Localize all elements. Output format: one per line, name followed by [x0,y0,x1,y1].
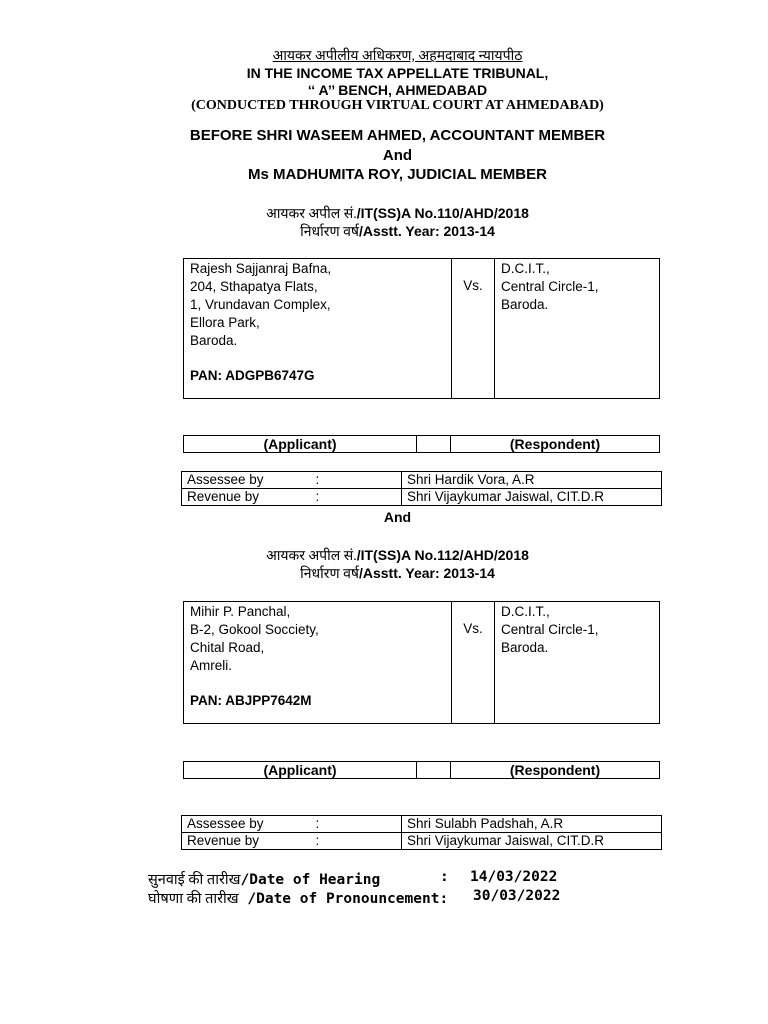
conducted-note: (CONDUCTED THROUGH VIRTUAL COURT AT AHMEDABAD) [191,98,604,113]
case1-appeal-number [0,204,768,223]
case2-assessment-year [0,564,768,583]
case2-pan: PAN: ABJPP7642M [190,693,312,708]
case1-revenue-label: Revenue by [187,489,260,504]
members-and: And [382,147,413,164]
hearing-date-line [148,869,708,889]
case2-applicant-label: (Applicant) [184,762,417,779]
case2-revenue-rep: Shri Vijaykumar Jaiswal, CIT.D.R [402,833,662,850]
case2-year-hindi: निर्धारण वर्ष [300,567,359,582]
pronouncement-label: /Date of Pronouncement: [238,891,449,907]
case1-respondent-label: (Respondent) [451,436,660,453]
case2-vs: Vs. [452,602,495,724]
case1-assessee-rep: Shri Hardik Vora, A.R [402,472,662,489]
case1-applicant-line: 1, Vrundavan Complex, [190,297,331,312]
case1-respondent-line: Baroda. [501,297,549,312]
case2-respondent-cell [495,602,660,724]
case2-applicant-cell [184,602,452,724]
case2-respondent-label: (Respondent) [451,762,660,779]
hearing-date: 14/03/2022 [470,869,558,885]
case1-assessment-year [0,222,768,241]
case1-assessee-label: Assessee by [187,472,264,487]
case2-representatives-table [181,815,662,850]
and-between-cases: And [383,509,412,525]
case1-year: /Asstt. Year: 2013-14 [358,223,495,239]
case1-applicant-line: Ellora Park, [190,315,260,330]
hearing-colon: : [440,869,449,885]
pronouncement-date: 30/03/2022 [473,888,561,904]
case1-assessee-label-cell [182,472,402,489]
case2-assessee-label-cell [182,816,402,833]
case2-assessee-rep: Shri Sulabh Padshah, A.R [402,816,662,833]
case2-assessee-label: Assessee by [187,816,264,831]
case1-roles-spacer [417,436,451,453]
case1-roles-table [183,435,660,453]
member-accountant: BEFORE SHRI WASEEM AHMED, ACCOUNTANT MEMBER [189,127,606,144]
case1-applicant-line: Rajesh Sajjanraj Bafna, [190,261,332,276]
case1-appeal-hindi: आयकर अपील सं. [266,207,357,222]
case1-pan: PAN: ADGPB6747G [190,368,315,383]
case2-roles-spacer [417,762,451,779]
case2-parties-table [183,601,660,724]
case2-assessee-row [182,816,662,833]
case1-assessee-colon: : [315,472,320,487]
case2-revenue-row [182,833,662,850]
case2-year: /Asstt. Year: 2013-14 [358,565,495,581]
case1-applicant-label: (Applicant) [184,436,417,453]
case2-appeal-number [0,546,768,565]
case1-year-hindi: निर्धारण वर्ष [300,225,359,240]
hindi-title: आयकर अपीलीय अधिकरण, अहमदाबाद न्यायपीठ [272,49,523,64]
case1-parties-table [183,258,660,399]
case1-applicant-line: Baroda. [190,333,238,348]
case1-revenue-label-cell [182,489,402,506]
case2-applicant-line: B-2, Gokool Socciety, [190,622,319,637]
case2-appeal-no: /IT(SS)A No.112/AHD/2018 [356,547,529,563]
case1-assessee-row [182,472,662,489]
case1-appeal-no: /IT(SS)A No.110/AHD/2018 [356,205,529,221]
hearing-hindi: सुनवाई की तारीख [148,872,241,888]
case1-applicant-line: 204, Sthapatya Flats, [190,279,318,294]
case1-revenue-row [182,489,662,506]
case1-applicant-cell [184,259,452,399]
case2-applicant-line: Chital Road, [190,640,265,655]
case1-revenue-colon: : [315,489,320,504]
case2-roles-table [183,761,660,779]
case2-respondent-line: Baroda. [501,640,549,655]
pronouncement-date-line [148,888,708,908]
case1-respondent-line: Central Circle-1, [501,279,599,294]
case1-respondent-cell [495,259,660,399]
case1-vs: Vs. [452,259,495,399]
case2-respondent-line: Central Circle-1, [501,622,599,637]
case2-respondent-line: D.C.I.T., [501,604,550,619]
case2-revenue-label-cell [182,833,402,850]
tribunal-title: IN THE INCOME TAX APPELLATE TRIBUNAL, [246,65,549,81]
bench-title: ‘‘ A’’ BENCH, AHMEDABAD [307,82,488,98]
member-judicial: Ms MADHUMITA ROY, JUDICIAL MEMBER [248,166,547,183]
case2-revenue-colon: : [315,833,320,848]
case2-assessee-colon: : [315,816,320,831]
case2-applicant-line: Amreli. [190,658,233,673]
case1-representatives-table [181,471,662,506]
hearing-label: /Date of Hearing [240,872,381,888]
case2-appeal-hindi: आयकर अपील सं. [266,549,357,564]
case1-respondent-line: D.C.I.T., [501,261,550,276]
pronouncement-hindi: घोषणा की तारीख [148,891,239,907]
case2-revenue-label: Revenue by [187,833,260,848]
case1-revenue-rep: Shri Vijaykumar Jaiswal, CIT.D.R [402,489,662,506]
case2-applicant-line: Mihir P. Panchal, [190,604,291,619]
